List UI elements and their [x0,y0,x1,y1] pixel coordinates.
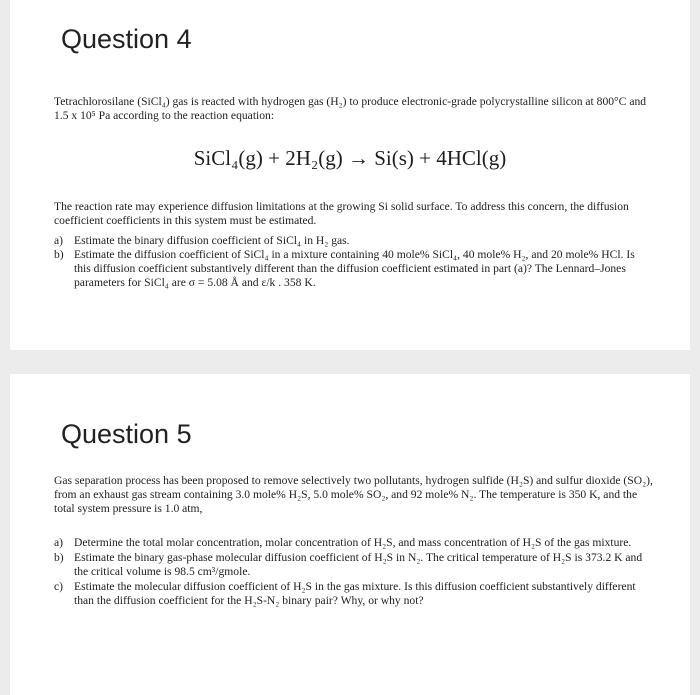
question-4-part-a [54,234,654,248]
part-marker: b) [54,248,64,261]
part-marker: a) [54,536,64,549]
part-text: Estimate the diffusion coefficient of SiCl₄ in a mixture containing 40 mole% SiCl₄, 40 mole% H₂, and 20 mole% HCl. Is this diffusion coefficient substantively different than the diffusion coefficient estimated in part (a)? The Lennard–Jones parameters for SiCl₄ are σ = 5.08 Å and ε/k . 358 K. [74,248,635,289]
question-5-intro: Gas separation process has been proposed to remove selectively two pollutants, hydrogen sulfide (H₂S) and sulfur dioxide (SO₂), from an exhaust gas stream containing 3.0 mole% H₂S, 5.0 mole% SO₂, and 92 mole% N₂. The temperature is 350 K, and the total system pressure is 1.0 atm, [54,474,653,515]
question-4-title: Question 4 [61,24,192,54]
question-5-parts [54,536,654,609]
question-5-part-b [54,551,654,579]
question-4-card [10,0,690,350]
part-marker: b) [54,551,64,564]
part-marker: c) [54,580,64,593]
question-5-card [10,374,690,695]
part-text: Determine the total molar concentration, molar concentration of H₂S, and mass concentration of H₂S of the gas mixture. [74,536,632,549]
question-4-intro: Tetrachlorosilane (SiCl₄) gas is reacted with hydrogen gas (H₂) to produce electronic-grade polycrystalline silicon at 800°C and 1.5 x 10⁵ Pa according to the reaction equation: [54,95,647,122]
part-text: Estimate the molecular diffusion coefficient of H₂S in the gas mixture. Is this diffusion coefficient substantively different than the diffusion coefficient for the H₂S-N₂ binary pair? Why, or why not? [74,580,636,607]
question-5-title: Question 5 [61,419,192,449]
question-4-part-b [54,248,654,290]
question-4-parts [54,234,654,290]
question-5-part-c [54,580,654,608]
part-text: Estimate the binary diffusion coefficient of SiCl₄ in H₂ gas. [74,234,350,247]
part-text: Estimate the binary gas-phase molecular diffusion coefficient of H₂S in N₂. The critical temperature of H₂S is 373.2 K and the critical volume is 98.5 cm³/gmole. [74,551,643,578]
question-4-context: The reaction rate may experience diffusion limitations at the growing Si solid surface. To address this concern, the diffusion coefficient coefficients in this system must be estimated. [54,200,629,227]
question-5-part-a [54,536,654,550]
reaction-equation: SiCl₄(g) + 2H₂(g) → Si(s) + 4HCl(g) [193,146,507,170]
part-marker: a) [54,234,64,247]
